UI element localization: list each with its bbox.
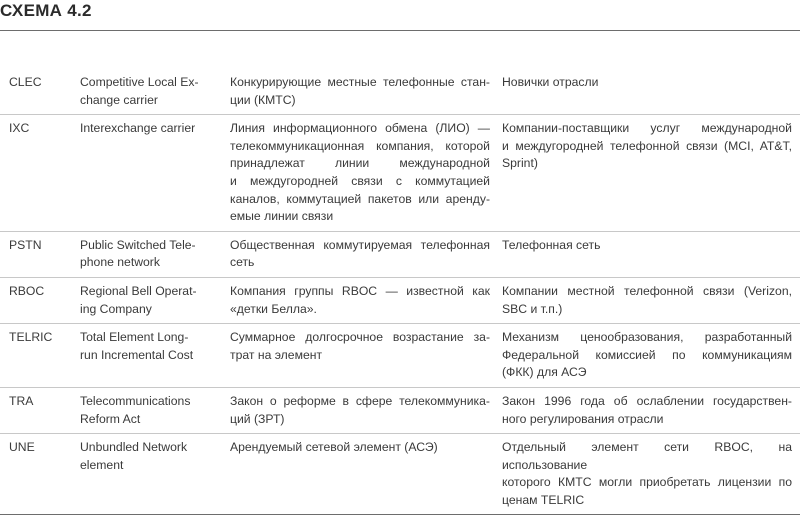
text-line: Линия информационного обмена (ЛИО) — <box>230 121 490 136</box>
text-line: Public Switched Tele- <box>80 237 196 252</box>
table-row <box>0 278 800 324</box>
text-line: Unbundled Network <box>80 440 188 455</box>
russian-term-cell <box>230 329 502 382</box>
abbreviation-cell: TRA <box>9 393 34 408</box>
english-term-cell <box>80 74 230 109</box>
abbreviation-cell: UNE <box>9 440 35 455</box>
text-line: каналов, коммутацией пакетов или аренду- <box>230 191 490 206</box>
russian-term-cell <box>230 120 502 226</box>
text-line: Новички отрасли <box>502 75 599 89</box>
text-line: Компания группы RBOC — известной как <box>230 283 490 298</box>
english-term-cell <box>80 439 230 509</box>
text-line: change carrier <box>80 92 158 107</box>
english-term-cell <box>80 283 230 318</box>
abbreviation-cell: TELRIC <box>9 330 53 345</box>
abbreviation-cell: IXC <box>9 121 30 136</box>
text-line: Конкурирующие местные телефонные стан- <box>230 75 490 89</box>
russian-term-cell <box>230 237 502 272</box>
text-line: Механизм ценообразования, разработанный <box>502 330 792 345</box>
text-line: трат на элемент <box>230 347 323 362</box>
text-line: Компании-поставщики услуг международной <box>502 121 792 136</box>
text-line: ing Company <box>80 301 152 316</box>
text-line: Компании местной телефонной связи (Verizon, <box>502 283 792 298</box>
description-cell <box>502 393 800 428</box>
text-line: Суммарное долгосрочное возрастание за- <box>230 330 490 345</box>
english-term-cell <box>80 329 230 382</box>
text-line: сеть <box>230 255 255 270</box>
description-cell <box>502 120 800 226</box>
text-line: Telecommunications <box>80 393 191 408</box>
header-bar <box>0 0 800 31</box>
text-line: ценам TELRIC <box>502 492 585 507</box>
text-line: Федеральной комиссией по коммуникациям <box>502 347 792 362</box>
text-line: element <box>80 457 124 472</box>
text-line: Общественная коммутируемая телефонная <box>230 237 490 252</box>
text-line: Отдельный элемент сети RBOC, на использование <box>502 440 792 472</box>
page-title: СХЕМА 4.2 <box>0 1 92 20</box>
text-line: «детки Белла». <box>230 301 317 316</box>
abbreviation-cell: PSTN <box>9 237 42 252</box>
text-line: phone network <box>80 255 160 270</box>
text-line: (ФКК) для АСЭ <box>502 365 587 380</box>
text-line: принадлежат линии международной <box>230 156 490 171</box>
russian-term-cell <box>230 74 502 109</box>
text-line: которого КМТС могли приобретать лицензии по <box>502 475 792 490</box>
terms-table <box>0 69 800 515</box>
table-row <box>0 324 800 388</box>
text-line: Телефонная сеть <box>502 237 601 252</box>
abbreviation-cell: RBOC <box>9 283 45 298</box>
text-line: Sprint) <box>502 156 538 171</box>
text-line: Арендуемый сетевой элемент (АСЭ) <box>230 440 438 455</box>
table-row <box>0 434 800 515</box>
text-line: ного регулирования отрасли <box>502 411 664 426</box>
english-term-cell <box>80 120 230 226</box>
table-row <box>0 232 800 278</box>
description-cell <box>502 237 800 272</box>
text-line: ций (ЗРТ) <box>230 411 285 426</box>
text-line: Interexchange carrier <box>80 121 196 136</box>
abbreviation-cell: CLEC <box>9 75 42 89</box>
english-term-cell <box>80 237 230 272</box>
text-line: Total Element Long- <box>80 330 189 345</box>
table-row <box>0 69 800 115</box>
text-line: run Incremental Cost <box>80 347 194 362</box>
text-line: и междугородней связи с коммутацией <box>230 173 490 188</box>
text-line: Закон о реформе в сфере телекоммуника- <box>230 393 490 408</box>
table-row <box>0 115 800 232</box>
description-cell <box>502 439 800 509</box>
russian-term-cell <box>230 439 502 509</box>
text-line: телекоммуникационная компания, которой <box>230 138 490 153</box>
text-line: ции (КМТС) <box>230 92 296 107</box>
description-cell <box>502 74 800 109</box>
text-line: и междугородней телефонной связи (MCI, AT&T, <box>502 138 792 153</box>
text-line: Competitive Local Ex- <box>80 75 199 89</box>
russian-term-cell <box>230 283 502 318</box>
text-line: емые линии связи <box>230 209 334 224</box>
text-line: SBC и т.п.) <box>502 301 563 316</box>
text-line: Regional Bell Operat- <box>80 283 197 298</box>
english-term-cell <box>80 393 230 428</box>
table-row <box>0 388 800 434</box>
russian-term-cell <box>230 393 502 428</box>
text-line: Reform Act <box>80 411 141 426</box>
description-cell <box>502 329 800 382</box>
description-cell <box>502 283 800 318</box>
text-line: Закон 1996 года об ослаблении государствен- <box>502 393 792 408</box>
